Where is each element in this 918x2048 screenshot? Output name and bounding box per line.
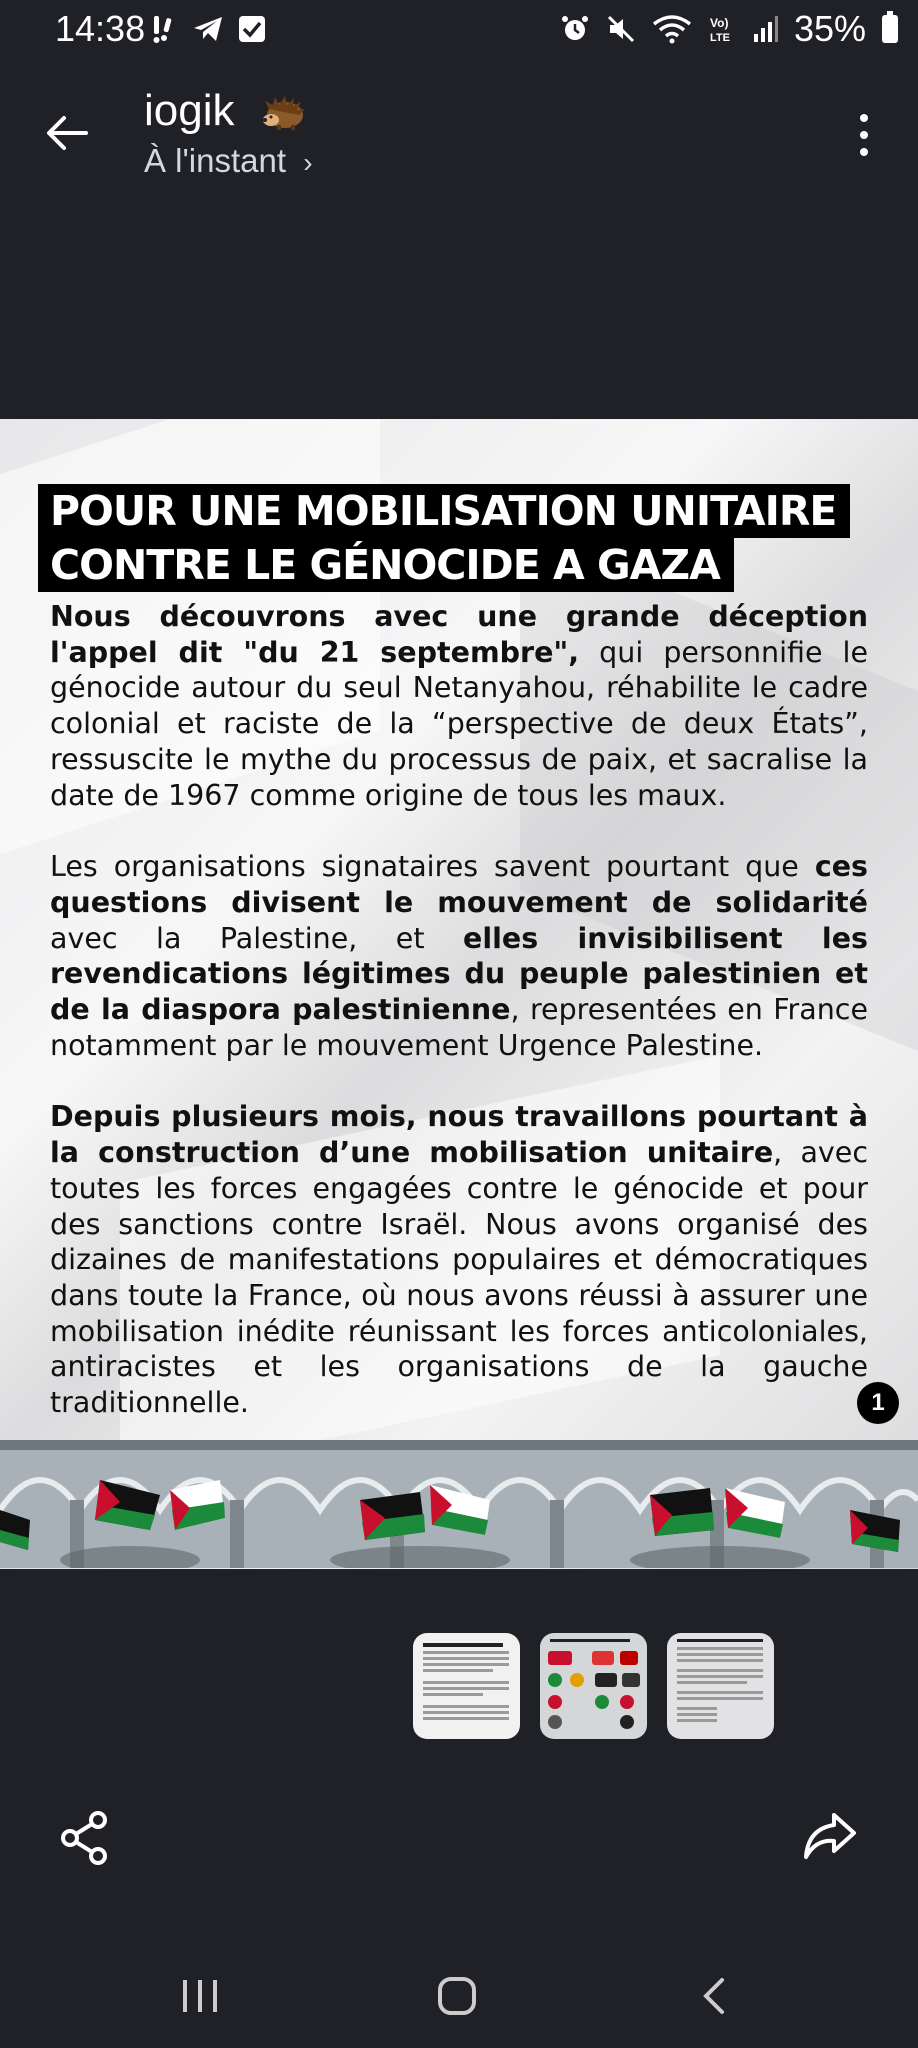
headline-line-1: POUR UNE MOBILISATION UNITAIRE: [38, 484, 850, 538]
bold-text-run: Depuis plusieurs mois, nous travaillons pourtant à la construction d’une mobilisation unitaire: [50, 1100, 868, 1170]
bold-text-run: ces questions divisent le mouvement de solidarité: [50, 850, 868, 919]
bold-text-run: Nous découvrons avec une grande déception l'appel dit "du 21 septembre",: [50, 600, 868, 669]
system-nav-bar: [0, 1950, 918, 2048]
thumbnail-strip: [413, 1633, 774, 1739]
text-run: avec la Palestine, et: [50, 921, 464, 955]
telegram-icon: [192, 14, 224, 44]
status-time: 14:38: [55, 8, 146, 49]
svg-text:Vo): Vo): [709, 16, 729, 30]
timestamp-link[interactable]: [144, 142, 313, 180]
thumbnail-page-3[interactable]: [667, 1633, 774, 1739]
forward-icon[interactable]: [802, 1811, 858, 1861]
thumbnail-page-1[interactable]: [413, 1633, 520, 1739]
sender-name-text: iogik: [144, 86, 235, 135]
headline-line-2: CONTRE LE GÉNOCIDE A GAZA: [38, 538, 734, 592]
article-paragraph: [50, 849, 868, 1063]
app-header: [0, 70, 918, 190]
checkbox-icon: [238, 15, 266, 43]
article-body: [50, 599, 868, 1457]
nav-back-icon[interactable]: [700, 1976, 730, 2016]
article-paragraph: [50, 599, 868, 813]
signal-icon: [752, 14, 778, 44]
share-icon[interactable]: [60, 1811, 110, 1865]
exclamation-icon: [150, 14, 178, 44]
headline: [38, 484, 850, 592]
svg-text:LTE: LTE: [709, 32, 730, 44]
page-number-badge: 1: [857, 1382, 899, 1424]
text-run: , representées en France notamment par le mouvement Urgence Palestine.: [50, 993, 868, 1062]
more-options-icon[interactable]: [854, 110, 874, 160]
flag-banner: [0, 1440, 918, 1568]
battery-percent: 35%: [793, 8, 866, 49]
recent-apps-icon[interactable]: [180, 1976, 220, 2016]
sender-name: [144, 86, 307, 136]
home-icon[interactable]: [437, 1976, 477, 2016]
arches-flags-illustration: [0, 1440, 918, 1568]
volte-icon: [708, 14, 736, 44]
article-paragraph: [50, 1099, 868, 1420]
text-run: qui personnifie le génocide autour du seul Netanyahou, réhabilite le cadre colonial et raciste de la “perspective de deux États”, ressuscite le mythe du processus de paix, et sacralise la date de 1967 comme origine de tous les maux.: [50, 635, 868, 812]
mute-icon: [606, 14, 636, 44]
chevron-right-icon: ›: [303, 147, 313, 178]
battery-icon: [882, 15, 898, 43]
hedgehog-emoji-icon: [261, 95, 307, 131]
timestamp-text: À l'instant: [144, 142, 287, 179]
wifi-icon: [652, 14, 692, 44]
back-arrow-icon[interactable]: [42, 108, 92, 158]
post-image[interactable]: [0, 419, 918, 1569]
alarm-icon: [560, 14, 590, 44]
bold-text-run: elles invisibilisent les revendications légitimes du peuple palestinien et de la diaspora palestinienne: [50, 921, 868, 1027]
thumbnail-page-2[interactable]: [540, 1633, 647, 1739]
text-run: , avec toutes les forces engagées contre le génocide et pour des sanctions contre Israël. Nous avons organisé des dizaines de manifestations populaires et démocratiques dans toute la France, où nous avons réussi à assurer une mobilisation inédite réunissant les forces anticoloniales, antiracistes et les organisations de la gauche traditionnelle.: [50, 1136, 868, 1420]
status-bar: [0, 0, 918, 62]
text-run: Les organisations signataires savent pourtant que: [50, 850, 815, 884]
